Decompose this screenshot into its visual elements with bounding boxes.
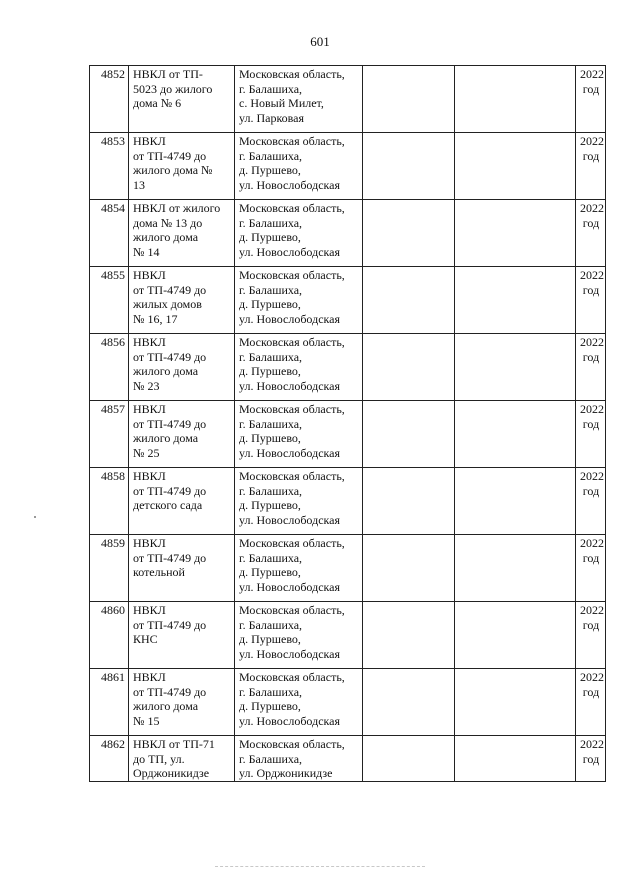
address-text: ул. Орджоникидзе [239,766,333,780]
year-cell [576,736,606,782]
address-text: ул. Парковая [239,110,305,125]
address-cell [235,468,363,535]
year-text: 2022 [580,134,604,148]
line-name-text: № 15 [133,713,160,728]
empty-cell [455,200,576,267]
line-name-text: детского сада [133,498,203,512]
line-name-text: дома № 13 до [133,215,203,230]
empty-cell [455,334,576,401]
line-name-text: НВКЛ от ТП-71 [133,737,215,751]
line-name-cell [129,468,235,535]
year-cell [576,66,606,133]
line-name-text: жилого дома [133,230,199,244]
year-cell [576,401,606,468]
line-name-text: НВКЛ [133,134,166,148]
address-text: с. Новый Милет, [239,96,324,110]
address-text: д. Пуршево, [239,364,301,378]
line-name-text: котельной [133,565,185,579]
year-text: год [582,550,600,565]
row-number: 4861 [90,669,129,736]
line-name-cell [129,200,235,267]
empty-cell [363,267,455,334]
address-text: ул. Новослободская [239,445,341,460]
table-row [90,334,606,401]
line-name-cell [129,669,235,736]
empty-cell [363,334,455,401]
address-text: ул. Новослободская [239,646,341,661]
year-text: 2022 [580,536,604,550]
table-row [90,535,606,602]
line-name-text: до ТП, ул. [133,751,185,766]
empty-cell [363,602,455,669]
empty-cell [455,669,576,736]
table-row [90,602,606,669]
address-text: ул. Новослободская [239,177,341,192]
row-number: 4855 [90,267,129,334]
address-text: ул. Новослободская [239,713,341,728]
line-name-text: № 16, 17 [133,311,178,326]
line-name-text: от ТП-4749 до [133,349,207,364]
line-name-text: жилого дома [133,431,199,445]
line-name-text: жилого дома [133,364,199,378]
address-text: г. Балашиха, [239,282,303,297]
address-cell [235,66,363,133]
address-text: г. Балашиха, [239,550,303,565]
table-row [90,267,606,334]
year-text: год [582,416,600,431]
table-row [90,736,606,782]
address-text: д. Пуршево, [239,297,301,311]
line-name-text: № 14 [133,244,160,259]
line-name-cell [129,133,235,200]
row-number: 4854 [90,200,129,267]
table-row [90,468,606,535]
year-text: год [582,81,600,96]
address-text: г. Балашиха, [239,349,303,364]
line-name-cell [129,535,235,602]
address-cell [235,267,363,334]
year-text: год [582,349,600,364]
year-cell [576,669,606,736]
address-text: ул. Новослободская [239,311,341,326]
empty-cell [363,133,455,200]
address-text: Московская область, [239,67,345,81]
empty-cell [455,736,576,782]
address-text: Московская область, [239,268,345,282]
line-name-text: дома № 6 [133,96,182,110]
page-number: 601 [310,34,330,49]
empty-cell [455,535,576,602]
line-name-text: НВКЛ [133,670,166,684]
row-number: 4852 [90,66,129,133]
address-text: д. Пуршево, [239,498,301,512]
line-name-cell [129,602,235,669]
line-name-cell [129,401,235,468]
empty-cell [363,535,455,602]
address-text: д. Пуршево, [239,699,301,713]
line-name-text: жилого дома [133,699,199,713]
address-text: ул. Новослободская [239,579,341,594]
empty-cell [363,736,455,782]
empty-cell [455,267,576,334]
address-cell [235,401,363,468]
address-text: ул. Новослободская [239,378,341,393]
address-text: Московская область, [239,737,345,751]
line-name-text: № 23 [133,378,160,393]
table-body [90,66,606,782]
address-cell [235,669,363,736]
address-cell [235,602,363,669]
year-text: год [582,148,600,163]
year-text: год [582,483,600,498]
year-cell [576,602,606,669]
year-text: 2022 [580,201,604,215]
row-number: 4858 [90,468,129,535]
year-cell [576,200,606,267]
empty-cell [363,468,455,535]
line-name-text: жилого дома № [133,163,213,177]
year-text: год [582,282,600,297]
line-name-text: от ТП-4749 до [133,550,207,565]
line-name-text: НВКЛ от жилого [133,201,221,215]
address-text: г. Балашиха, [239,215,303,230]
address-text: ул. Новослободская [239,512,341,527]
line-name-text: НВКЛ [133,469,166,483]
year-text: год [582,215,600,230]
year-cell [576,267,606,334]
line-name-cell [129,267,235,334]
empty-cell [455,401,576,468]
year-text: 2022 [580,603,604,617]
address-text: г. Балашиха, [239,416,303,431]
address-text: д. Пуршево, [239,565,301,579]
line-name-cell [129,334,235,401]
empty-cell [455,602,576,669]
address-text: Московская область, [239,469,345,483]
row-number: 4859 [90,535,129,602]
address-text: г. Балашиха, [239,483,303,498]
year-text: 2022 [580,670,604,684]
line-name-text: от ТП-4749 до [133,684,207,699]
line-name-text: от ТП-4749 до [133,416,207,431]
empty-cell [363,200,455,267]
address-text: Московская область, [239,201,345,215]
margin-mark [34,516,36,518]
year-text: 2022 [580,335,604,349]
line-name-text: НВКЛ от ТП- [133,67,203,81]
row-number: 4853 [90,133,129,200]
line-name-text: НВКЛ [133,335,166,349]
year-cell [576,334,606,401]
address-text: Московская область, [239,536,345,550]
line-name-cell [129,66,235,133]
table-row [90,669,606,736]
year-text: 2022 [580,737,604,751]
year-text: 2022 [580,469,604,483]
line-name-text: 5023 до жилого [133,81,213,96]
row-number: 4856 [90,334,129,401]
line-name-text: 13 [133,177,145,192]
address-text: г. Балашиха, [239,81,303,96]
line-name-text: жилых домов [133,297,202,311]
empty-cell [363,669,455,736]
line-name-text: Орджоникидзе [133,766,210,780]
page-bottom-rule [215,866,425,867]
table-row [90,133,606,200]
year-text: 2022 [580,268,604,282]
address-text: д. Пуршево, [239,230,301,244]
facilities-table [89,65,606,782]
address-text: Московская область, [239,402,345,416]
year-text: год [582,617,600,632]
line-name-text: НВКЛ [133,402,166,416]
address-text: Московская область, [239,670,345,684]
year-text: год [582,684,600,699]
address-text: Московская область, [239,134,345,148]
year-text: 2022 [580,67,604,81]
line-name-text: от ТП-4749 до [133,617,207,632]
address-cell [235,334,363,401]
address-cell [235,736,363,782]
row-number: 4857 [90,401,129,468]
empty-cell [363,401,455,468]
address-text: г. Балашиха, [239,684,303,699]
empty-cell [363,66,455,133]
year-cell [576,535,606,602]
table-row [90,200,606,267]
line-name-text: НВКЛ [133,268,166,282]
year-text: год [582,751,600,766]
address-cell [235,535,363,602]
address-cell [235,133,363,200]
empty-cell [455,468,576,535]
address-text: д. Пуршево, [239,632,301,646]
table-row [90,401,606,468]
year-text: 2022 [580,402,604,416]
line-name-text: № 25 [133,445,160,460]
row-number: 4862 [90,736,129,782]
row-number: 4860 [90,602,129,669]
table-row [90,66,606,133]
address-text: Московская область, [239,603,345,617]
line-name-text: от ТП-4749 до [133,282,207,297]
empty-cell [455,133,576,200]
address-text: г. Балашиха, [239,617,303,632]
year-cell [576,468,606,535]
address-text: д. Пуршево, [239,163,301,177]
line-name-text: от ТП-4749 до [133,483,207,498]
address-text: г. Балашиха, [239,751,303,766]
line-name-text: от ТП-4749 до [133,148,207,163]
line-name-cell [129,736,235,782]
address-text: г. Балашиха, [239,148,303,163]
address-cell [235,200,363,267]
empty-cell [455,66,576,133]
line-name-text: НВКЛ [133,603,166,617]
address-text: Московская область, [239,335,345,349]
line-name-text: НВКЛ [133,536,166,550]
address-text: д. Пуршево, [239,431,301,445]
year-cell [576,133,606,200]
line-name-text: КНС [133,632,158,646]
address-text: ул. Новослободская [239,244,341,259]
